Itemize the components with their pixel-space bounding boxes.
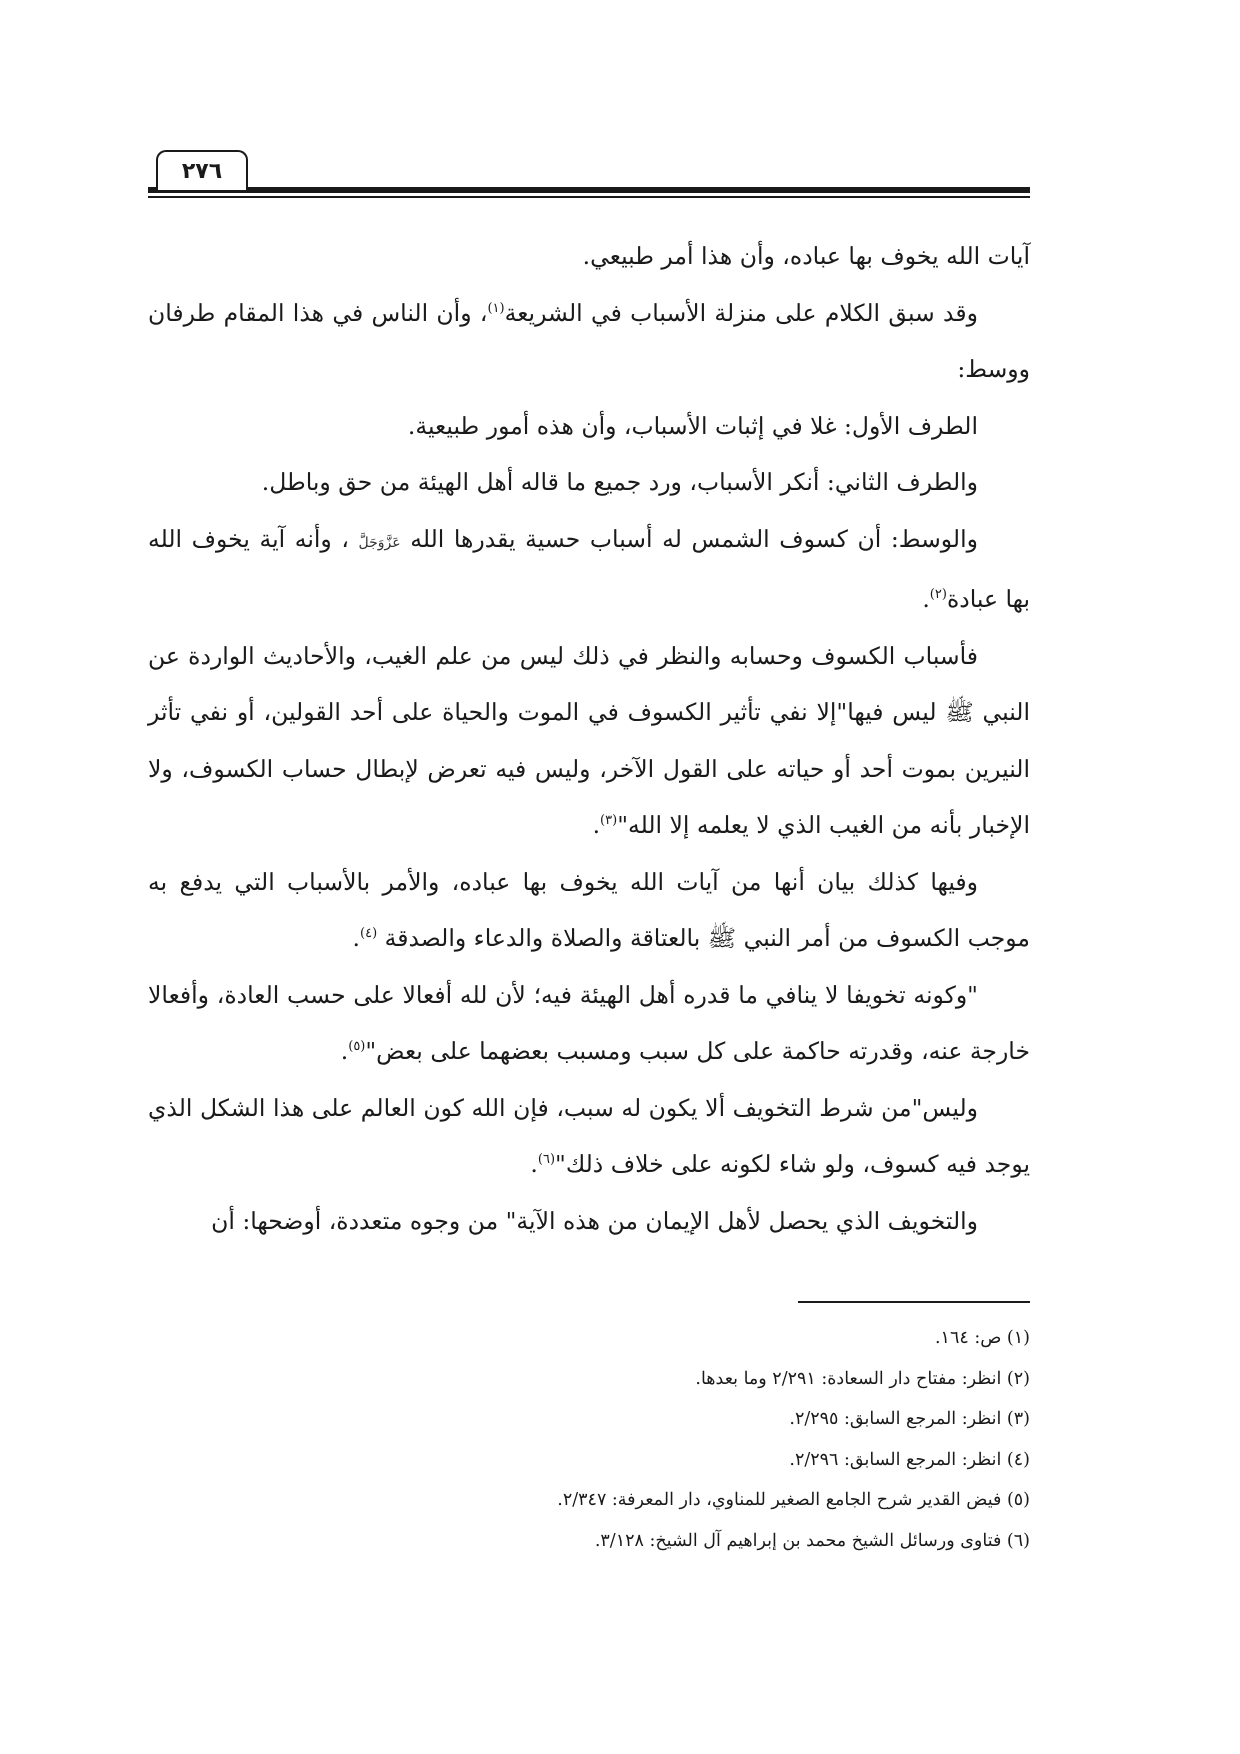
footnote-ref: (٢) [929, 587, 947, 603]
main-text [148, 228, 1030, 1249]
footnotes [148, 1318, 1030, 1561]
honorific-symbol: ﷺ [945, 698, 974, 726]
footnote-item: (٥) فيض القدير شرح الجامع الصغير للمناوي، دار المعرفة: ٢/٣٤٧. [557, 1490, 1030, 1510]
footnote-ref: (٤) [360, 926, 378, 942]
footnote-separator [798, 1301, 1030, 1303]
footnote-item: (٦) فتاوى ورسائل الشيخ محمد بن إبراهيم آل الشيخ: ٣/١٢٨. [594, 1530, 1030, 1551]
footnote-ref: (١) [487, 300, 505, 316]
footnote-item: (٣) انظر: المرجع السابق: ٢/٢٩٥. [789, 1409, 1030, 1429]
footnote-item: (٢) انظر: مفتاح دار السعادة: ٢/٢٩١ وما بعدها. [695, 1368, 1030, 1389]
paragraph: وقد سبق الكلام على منزلة الأسباب في الشريعة$^{(١)}$، وأن الناس في هذا المقام طرفان ووسط: [148, 298, 1030, 383]
footnote-item: (٤) انظر: المرجع السابق: ٢/٢٩٦. [789, 1449, 1030, 1470]
paragraph: وفيها كذلك بيان أنها من آيات الله يخوف بها عباده، والأمر بالأسباب التي يدفع به موجب الكسوف من أمر النبي ﷺ بالعتاقة والصلاة والدعاء والصدقة $^{(٤)}$. [148, 867, 1030, 952]
paragraph: فأسباب الكسوف وحسابه والنظر في ذلك ليس من علم الغيب، والأحاديث الواردة عن النبي ﷺ ليس فيها"إلا نفي تأثير الكسوف في الموت والحياة على أحد القولين، أو نفي تأثر النيرين بموت أحد أو حياته على القول الآخر، وليس فيه تعرض لإبطال حساب الكسوف، ولا الإخبار بأنه من الغيب الذي لا يعلمه إلا الله"$^{(٣)}$. [148, 641, 1030, 839]
page-number: ٢٧٦ [156, 150, 248, 190]
paragraph: والتخويف الذي يحصل لأهل الإيمان من هذه الآية" من وجوه متعددة، أوضحها: أن [211, 1206, 978, 1235]
paragraph: آيات الله يخوف بها عباده، وأن هذا أمر طبيعي. [582, 242, 1030, 270]
header-rule-thin [148, 196, 1030, 198]
honorific-symbol: ﷺ [707, 924, 737, 952]
page-header [148, 130, 1030, 200]
paragraph: والوسط: أن كسوف الشمس له أسباب حسية يقدرها الله عَزَّوَجَلَّ ، وأنه آية يخوف الله بها عبادة$^{(٢)}$. [148, 524, 1030, 613]
paragraph: وليس"من شرط التخويف ألا يكون له سبب، فإن الله كون العالم على هذا الشكل الذي يوجد فيه كسوف، ولو شاء لكونه على خلاف ذلك"$^{(٦)}$. [148, 1093, 1030, 1178]
honorific-symbol: عَزَّوَجَلَّ [358, 534, 401, 551]
footnote-ref: (٣) [600, 813, 618, 829]
footnote-ref: (٦) [537, 1152, 556, 1168]
paragraph: "وكونه تخويفا لا ينافي ما قدره أهل الهيئة فيه؛ لأن لله أفعالا على حسب العادة، وأفعالا خارجة عنه، وقدرته حاكمة على كل سبب ومسبب بعضهما على بعض"$^{(٥)}$. [148, 980, 1030, 1065]
header-rule-thick [148, 187, 1030, 193]
footnote-ref: (٥) [348, 1039, 366, 1055]
footnote-item: (١) ص: ١٦٤. [934, 1328, 1030, 1348]
paragraph: والطرف الثاني: أنكر الأسباب، ورد جميع ما قاله أهل الهيئة من حق وباطل. [261, 468, 978, 496]
paragraph: الطرف الأول: غلا في إثبات الأسباب، وأن هذه أمور طبيعية. [407, 411, 978, 440]
